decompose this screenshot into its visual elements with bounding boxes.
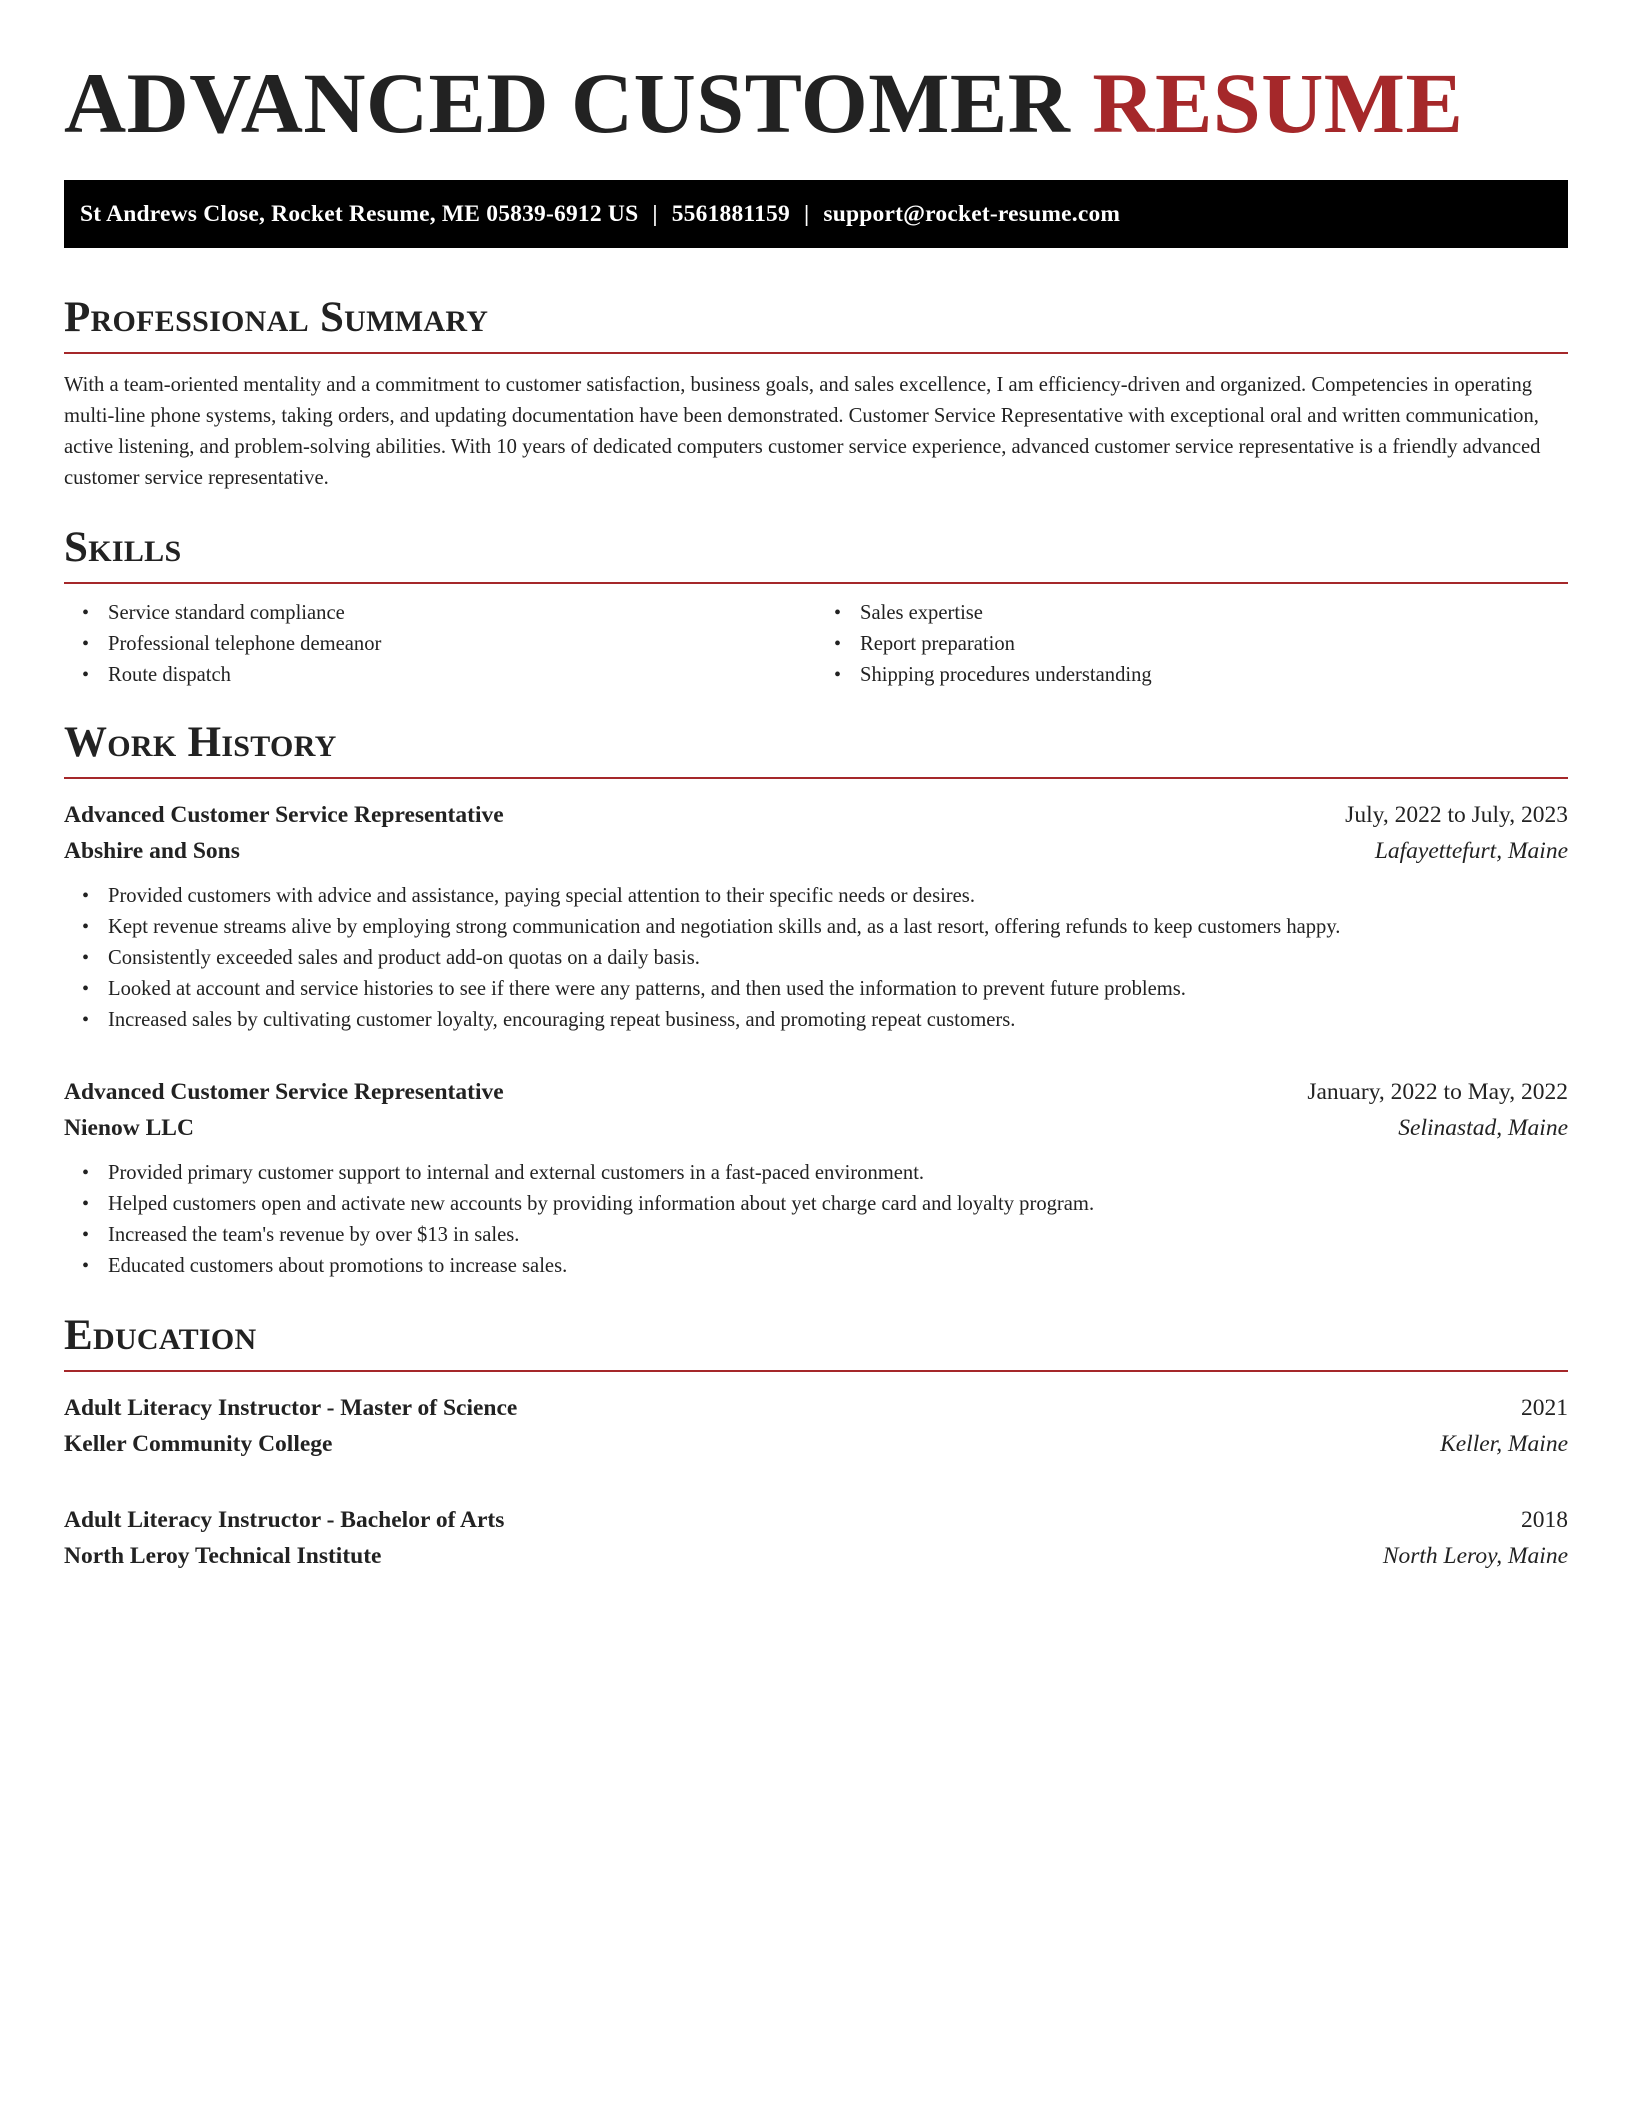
job-bullet: • Looked at account and service histories to see if there were any patterns, and then used the information to prevent future problems. [108, 974, 1568, 1005]
contact-address: St Andrews Close, Rocket Resume, ME 05839-6912 US [80, 200, 639, 227]
education-heading: Education [64, 1310, 1568, 1372]
job-entry [64, 797, 1568, 1036]
education-degree: Adult Literacy Instructor - Master of Science [64, 1395, 518, 1421]
job-company: Abshire and Sons [64, 838, 240, 864]
work-history-heading: Work History [64, 717, 1568, 779]
job-bullet: • Increased sales by cultivating customer loyalty, encouraging repeat business, and promoting repeat customers. [108, 1005, 1568, 1036]
education-year: 2018 [1521, 1507, 1568, 1533]
job-dates: January, 2022 to May, 2022 [1307, 1079, 1568, 1105]
skills-grid [64, 598, 1568, 691]
resume-title [64, 56, 1568, 150]
job-title: Advanced Customer Service Representative [64, 1079, 504, 1105]
contact-email: support@rocket-resume.com [823, 200, 1121, 227]
education-year: 2021 [1521, 1395, 1568, 1421]
skill-item: • Service standard compliance [108, 598, 816, 629]
summary-heading: Professional Summary [64, 292, 1568, 354]
job-bullets [64, 1158, 1568, 1282]
education-degree-row [64, 1502, 1568, 1538]
education-entry [64, 1502, 1568, 1574]
job-bullet: • Consistently exceeded sales and product add-on quotas on a daily basis. [108, 943, 1568, 974]
job-bullet: • Provided customers with advice and assistance, paying special attention to their specific needs or desires. [108, 881, 1568, 912]
job-bullet: • Educated customers about promotions to increase sales. [108, 1251, 1568, 1282]
education-location: North Leroy, Maine [1382, 1543, 1568, 1569]
education-school-row [64, 1538, 1568, 1574]
skill-item: • Report preparation [860, 629, 1568, 660]
skill-item: • Professional telephone demeanor [108, 629, 816, 660]
job-company: Nienow LLC [64, 1115, 194, 1141]
education-school-row [64, 1426, 1568, 1462]
education-school: North Leroy Technical Institute [64, 1543, 382, 1569]
job-company-row [64, 1110, 1568, 1146]
job-location: Lafayettefurt, Maine [1374, 838, 1568, 864]
job-company-row [64, 833, 1568, 869]
education-entry [64, 1390, 1568, 1462]
education-location: Keller, Maine [1440, 1431, 1568, 1457]
contact-bar [64, 180, 1568, 248]
title-accent: RESUME [1092, 55, 1464, 151]
job-title-row [64, 1074, 1568, 1110]
contact-separator: | [652, 200, 658, 227]
skills-heading: Skills [64, 522, 1568, 584]
skill-item: • Route dispatch [108, 660, 816, 691]
job-bullet: • Kept revenue streams alive by employing strong communication and negotiation skills and, as a last resort, offering refunds to keep customers happy. [108, 912, 1568, 943]
job-bullets [64, 881, 1568, 1036]
summary-text: With a team-oriented mentality and a commitment to customer satisfaction, business goals, and sales excellence, I am efficiency-driven and organized. Competencies in operating multi-line phone systems, taking orders, and updating documentation have been demonstrated. Customer Service Representative with exceptional oral and written communication, active listening, and problem-solving abilities. With 10 years of dedicated computers customer service experience, advanced customer service representative is a friendly advanced customer service representative. [64, 374, 1541, 489]
education-degree-row [64, 1390, 1568, 1426]
job-dates: July, 2022 to July, 2023 [1345, 802, 1568, 828]
skills-column-right [816, 598, 1568, 691]
job-location: Selinastad, Maine [1398, 1115, 1568, 1141]
job-bullet: • Helped customers open and activate new accounts by providing information about yet charge card and loyalty program. [108, 1189, 1568, 1220]
education-degree: Adult Literacy Instructor - Bachelor of Arts [64, 1507, 505, 1533]
skills-column-left [64, 598, 816, 691]
job-title: Advanced Customer Service Representative [64, 802, 504, 828]
job-bullet: • Increased the team's revenue by over $13 in sales. [108, 1220, 1568, 1251]
education-school: Keller Community College [64, 1431, 333, 1457]
contact-phone: 5561881159 [671, 200, 790, 227]
skill-item: • Shipping procedures understanding [860, 660, 1568, 691]
skill-item: • Sales expertise [860, 598, 1568, 629]
job-title-row [64, 797, 1568, 833]
job-entry [64, 1074, 1568, 1282]
job-bullet: • Provided primary customer support to internal and external customers in a fast-paced environment. [108, 1158, 1568, 1189]
contact-separator: | [803, 200, 810, 227]
title-main: ADVANCED CUSTOMER [64, 55, 1071, 151]
